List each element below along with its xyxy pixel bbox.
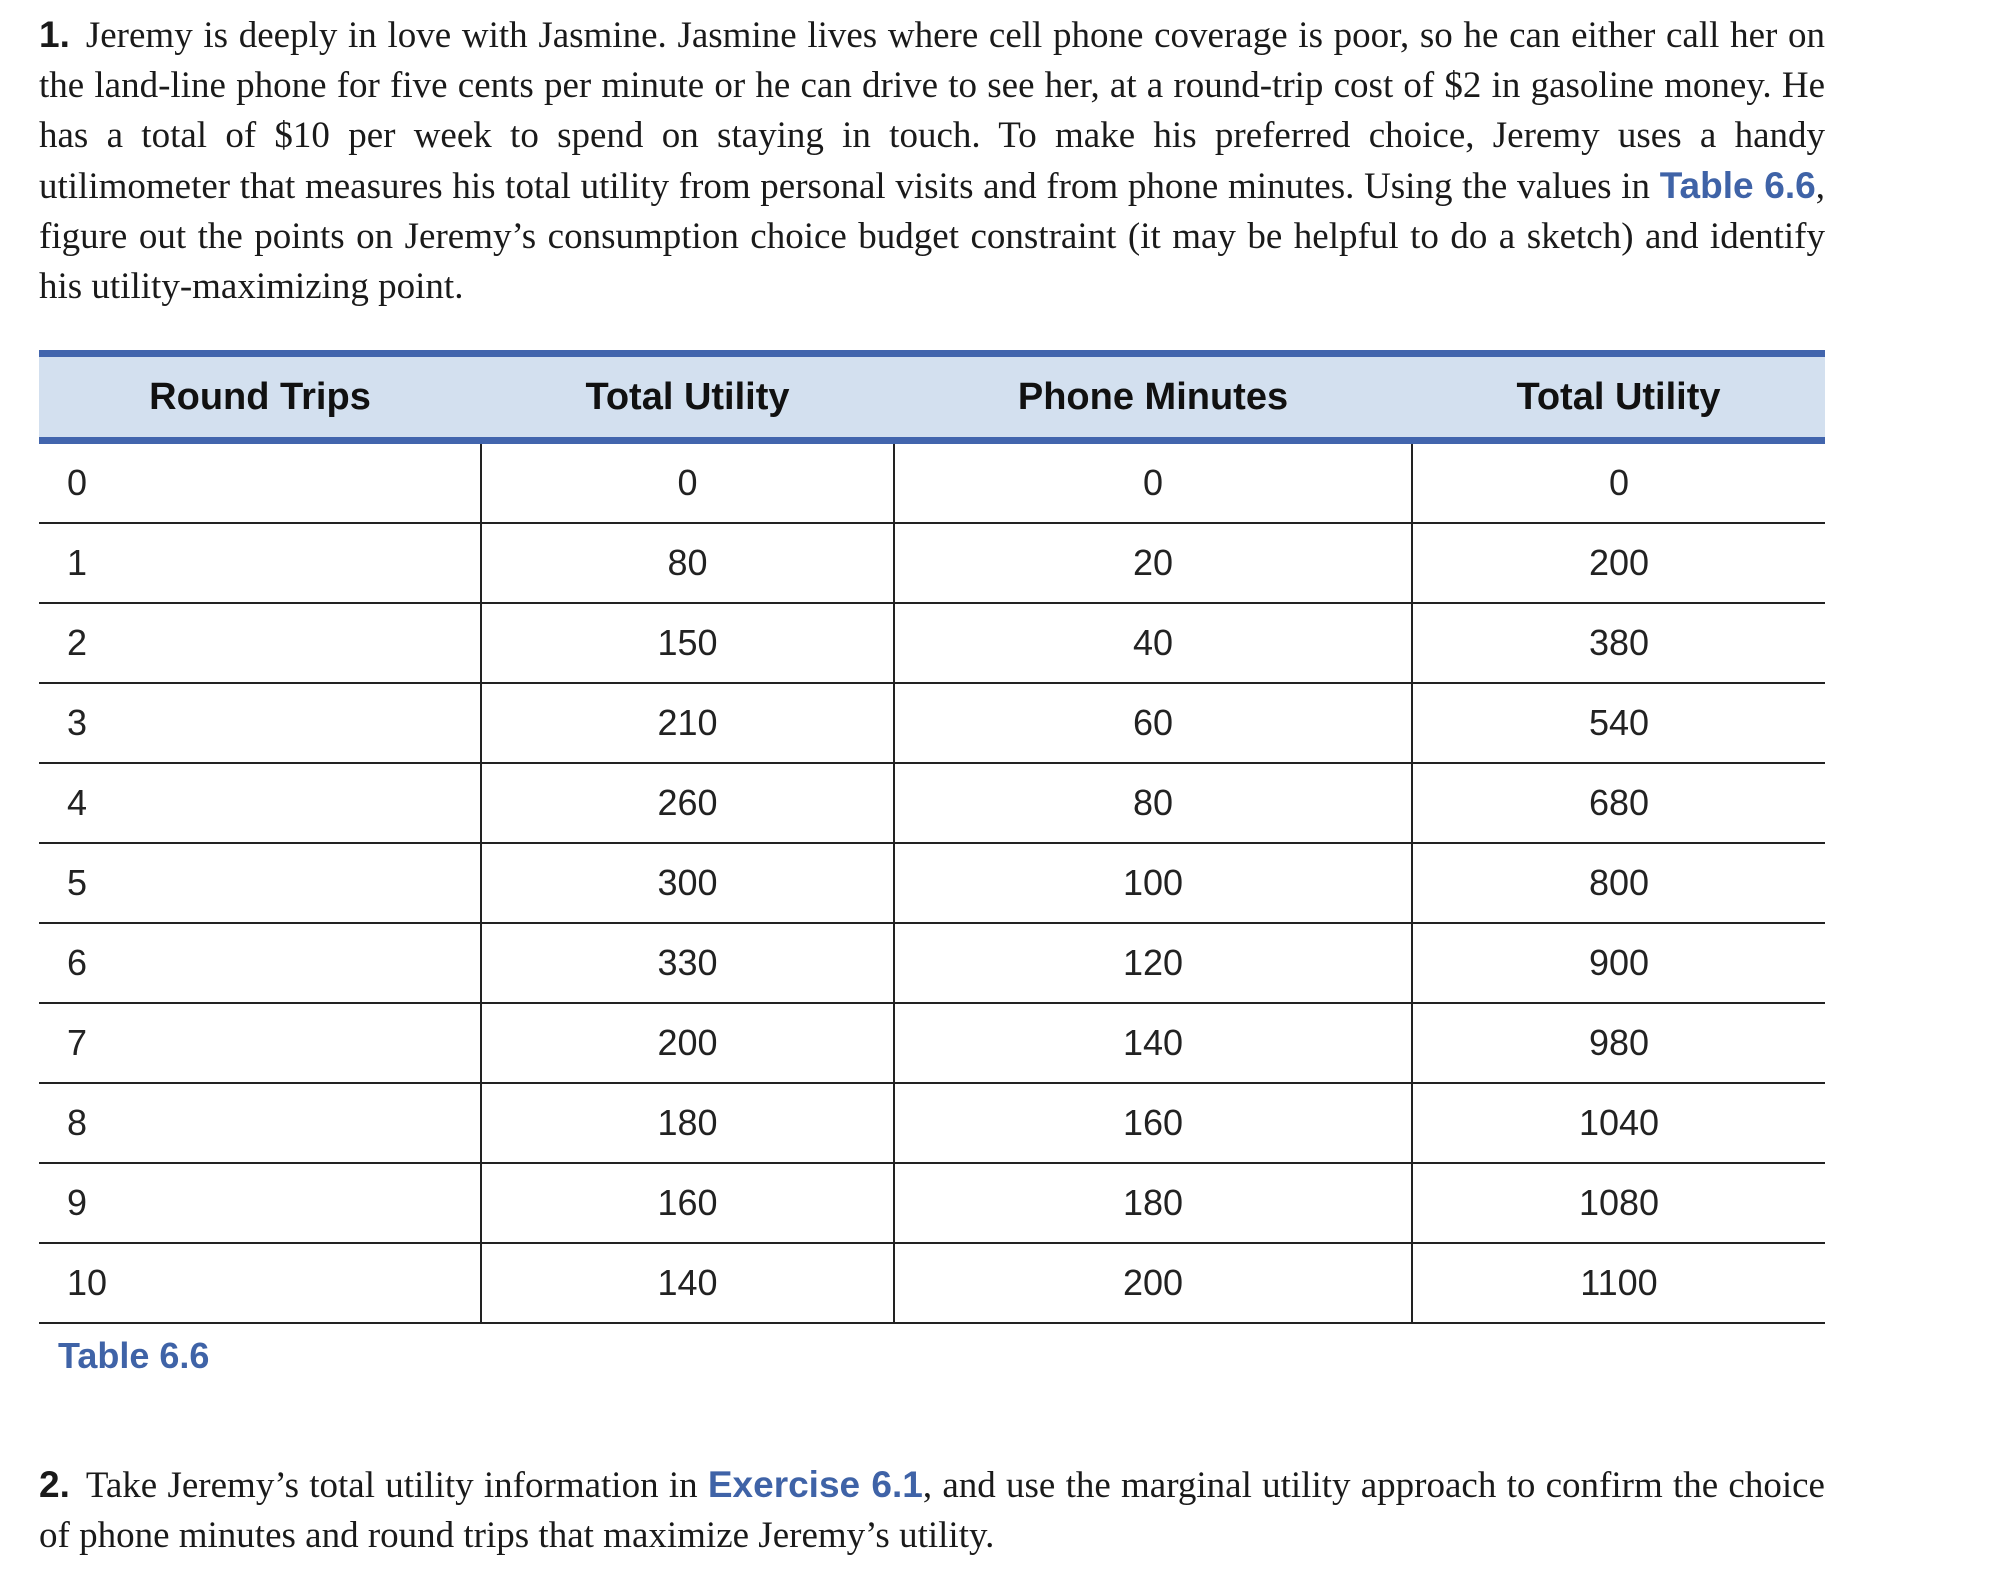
cell-round-trips: 3 [39,683,481,763]
cell-phone-minutes: 40 [894,603,1412,683]
table-row [39,1243,1825,1323]
cell-minutes-utility: 540 [1412,683,1825,763]
cell-round-trips: 5 [39,843,481,923]
cell-minutes-utility: 200 [1412,523,1825,603]
cell-minutes-utility: 380 [1412,603,1825,683]
cell-round-trips: 1 [39,523,481,603]
cell-round-trips: 4 [39,763,481,843]
cell-trips-utility: 330 [481,923,894,1003]
cell-minutes-utility: 800 [1412,843,1825,923]
cell-minutes-utility: 1040 [1412,1083,1825,1163]
cell-trips-utility: 180 [481,1083,894,1163]
table-row [39,523,1825,603]
exercise-2-text-after: , and use the marginal utility approach to confirm the choice of phone minutes and round trips that maximize Jeremy’s utility. [39,1465,1825,1556]
table-caption: Table 6.6 [58,1335,210,1376]
cell-phone-minutes: 200 [894,1243,1412,1323]
cell-trips-utility: 0 [481,441,894,524]
exercise-2 [39,1460,1825,1561]
cell-trips-utility: 160 [481,1163,894,1243]
table-row [39,843,1825,923]
table-6-6-link[interactable]: Table 6.6 [1659,165,1816,206]
cell-phone-minutes: 180 [894,1163,1412,1243]
cell-minutes-utility: 1080 [1412,1163,1825,1243]
cell-phone-minutes: 100 [894,843,1412,923]
cell-phone-minutes: 80 [894,763,1412,843]
cell-round-trips: 6 [39,923,481,1003]
cell-round-trips: 0 [39,441,481,524]
table-row [39,1003,1825,1083]
table-row [39,1163,1825,1243]
exercise-1-text-after: , figure out the points on Jeremy’s consumption choice budget constraint (it may be helpful to do a sketch) and identify his utility-maximizing point. [39,166,1825,307]
cell-minutes-utility: 680 [1412,763,1825,843]
table-row [39,923,1825,1003]
exercise-1-number: 1. [39,14,70,55]
cell-minutes-utility: 0 [1412,441,1825,524]
cell-trips-utility: 300 [481,843,894,923]
cell-round-trips: 8 [39,1083,481,1163]
cell-round-trips: 10 [39,1243,481,1323]
cell-phone-minutes: 0 [894,441,1412,524]
exercise-1-text-before: Jeremy is deeply in love with Jasmine. Jasmine lives where cell phone coverage is poor, so he can either call her on the land-line phone for five cents per minute or he can drive to see her, at a round-trip cost of $2 in gasoline money. He has a total of $10 per week to spend on staying in touch. To make his preferred choice, Jeremy uses a handy utilimometer that measures his total utility from personal visits and from phone minutes. Using the values in [39,15,1825,207]
cell-trips-utility: 200 [481,1003,894,1083]
exercise-2-number: 2. [39,1464,70,1505]
cell-phone-minutes: 160 [894,1083,1412,1163]
cell-minutes-utility: 1100 [1412,1243,1825,1323]
cell-trips-utility: 80 [481,523,894,603]
cell-phone-minutes: 140 [894,1003,1412,1083]
table-body [39,441,1825,1324]
utility-table [39,350,1825,1324]
cell-round-trips: 7 [39,1003,481,1083]
header-total-utility-minutes: Total Utility [1412,354,1825,441]
utility-table-container [39,350,1825,1324]
cell-minutes-utility: 980 [1412,1003,1825,1083]
exercise-1 [39,10,1825,312]
header-total-utility-trips: Total Utility [481,354,894,441]
cell-round-trips: 2 [39,603,481,683]
cell-trips-utility: 260 [481,763,894,843]
cell-trips-utility: 210 [481,683,894,763]
cell-phone-minutes: 60 [894,683,1412,763]
table-row [39,1083,1825,1163]
header-phone-minutes: Phone Minutes [894,354,1412,441]
exercise-6-1-link[interactable]: Exercise 6.1 [707,1464,923,1505]
cell-round-trips: 9 [39,1163,481,1243]
table-row [39,603,1825,683]
table-row [39,441,1825,524]
header-round-trips: Round Trips [39,354,481,441]
table-row [39,683,1825,763]
table-row [39,763,1825,843]
exercise-2-text-before: Take Jeremy’s total utility information in [85,1465,708,1506]
cell-trips-utility: 150 [481,603,894,683]
cell-trips-utility: 140 [481,1243,894,1323]
cell-phone-minutes: 120 [894,923,1412,1003]
cell-phone-minutes: 20 [894,523,1412,603]
table-header-row [39,354,1825,441]
cell-minutes-utility: 900 [1412,923,1825,1003]
